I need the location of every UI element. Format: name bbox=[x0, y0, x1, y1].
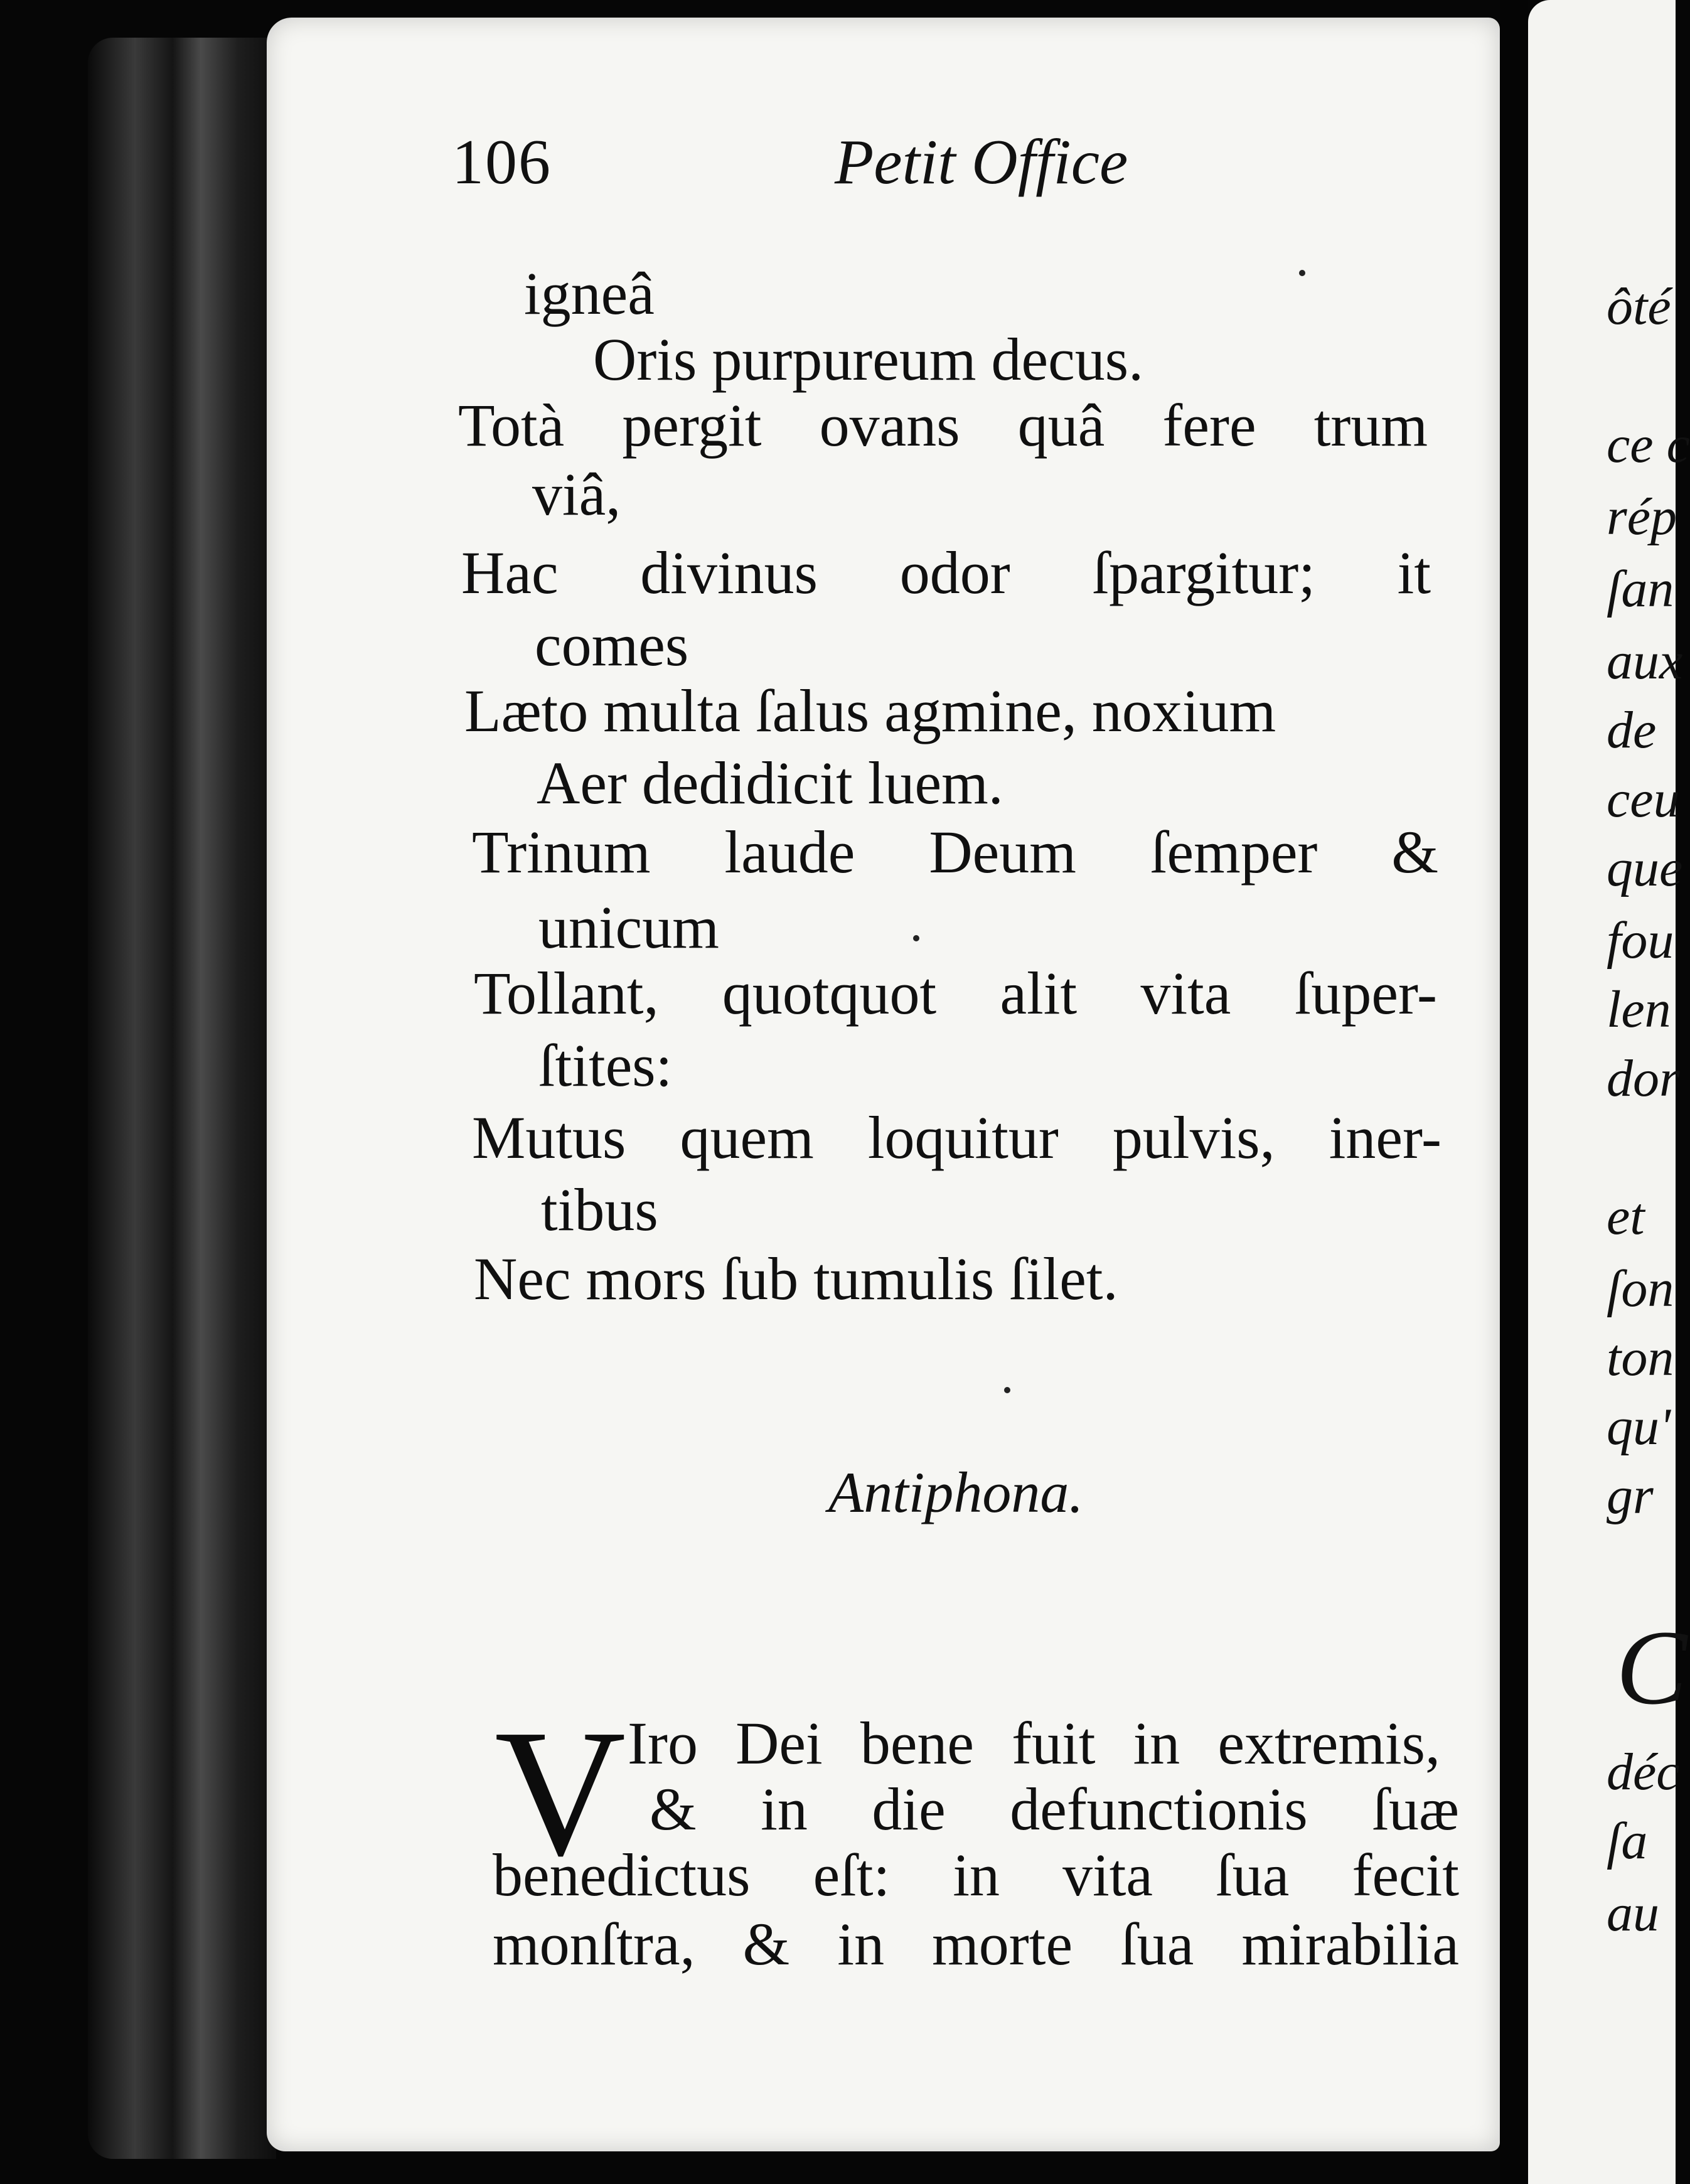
facing-page-text: au bbox=[1607, 1884, 1659, 1942]
facing-page-text: et bbox=[1607, 1187, 1645, 1246]
facing-page-text: ton bbox=[1607, 1329, 1674, 1387]
page-number: 106 bbox=[452, 127, 552, 198]
page-header bbox=[452, 126, 1268, 201]
hymn-line: unicum bbox=[538, 894, 719, 961]
facing-page-text: rép bbox=[1607, 488, 1677, 546]
facing-page-text: ſon bbox=[1607, 1260, 1674, 1318]
facing-page-initial: C bbox=[1616, 1609, 1687, 1726]
hymn-line: Oris purpureum decus. bbox=[593, 326, 1144, 393]
running-title: Petit Office bbox=[835, 127, 1128, 198]
facing-page-text: déc bbox=[1607, 1743, 1680, 1801]
hymn-line: Mutus quem loquitur pulvis, iner- bbox=[472, 1104, 1441, 1171]
facing-page-text: len bbox=[1607, 980, 1671, 1039]
facing-page-text: ſan bbox=[1607, 560, 1674, 618]
hymn-line: Tollant, quotquot alit vita ſuper- bbox=[474, 960, 1437, 1027]
facing-page-text: qu' bbox=[1607, 1398, 1671, 1456]
drop-cap: V bbox=[495, 1692, 626, 1893]
hymn-line: Hac divinus odor ſpargitur; it bbox=[461, 539, 1431, 606]
facing-page-text: ôté bbox=[1607, 277, 1671, 336]
ink-speck bbox=[1299, 270, 1305, 276]
antiphon-line: Iro Dei bene fuit in extremis, bbox=[628, 1710, 1440, 1777]
ink-speck bbox=[913, 935, 919, 941]
antiphon-line: monſtra, & in morte ſua mirabilia bbox=[493, 1910, 1459, 1978]
hymn-line: Trinum laude Deum ſemper & bbox=[472, 818, 1438, 886]
facing-page-text: fou bbox=[1607, 911, 1674, 970]
facing-page-text: dor bbox=[1607, 1049, 1680, 1108]
hymn-line: comes bbox=[535, 611, 689, 678]
facing-page-text: ce c bbox=[1607, 415, 1690, 474]
facing-page-text: que bbox=[1607, 839, 1683, 897]
hymn-line: tibus bbox=[541, 1176, 658, 1243]
antiphon-heading: Antiphona. bbox=[828, 1460, 1084, 1524]
hymn-line: Nec mors ſub tumulis ſilet. bbox=[474, 1245, 1118, 1312]
book-gutter bbox=[1500, 0, 1528, 2184]
hymn-line: Aer dedidicit luem. bbox=[537, 749, 1003, 816]
facing-page-text: ſa bbox=[1607, 1812, 1648, 1870]
hymn-line: viâ, bbox=[532, 461, 621, 528]
facing-page-text: de bbox=[1607, 701, 1657, 759]
hymn-line: igneâ bbox=[524, 260, 655, 327]
hymn-line: ſtites: bbox=[538, 1032, 673, 1099]
book-edge bbox=[88, 38, 276, 2159]
facing-page-text: gr bbox=[1607, 1467, 1654, 1525]
antiphon-line: benedictus eſt: in vita ſua fecit bbox=[493, 1841, 1459, 1908]
antiphon-line: & in die defunctionis ſuæ bbox=[650, 1775, 1459, 1843]
facing-page-text: aux bbox=[1607, 632, 1683, 690]
facing-page-text: ceu bbox=[1607, 770, 1680, 828]
hymn-line: Læto multa ſalus agmine, noxium bbox=[464, 677, 1276, 744]
ink-speck bbox=[1004, 1387, 1010, 1393]
hymn-line: Totà pergit ovans quâ fere trum bbox=[458, 392, 1428, 459]
